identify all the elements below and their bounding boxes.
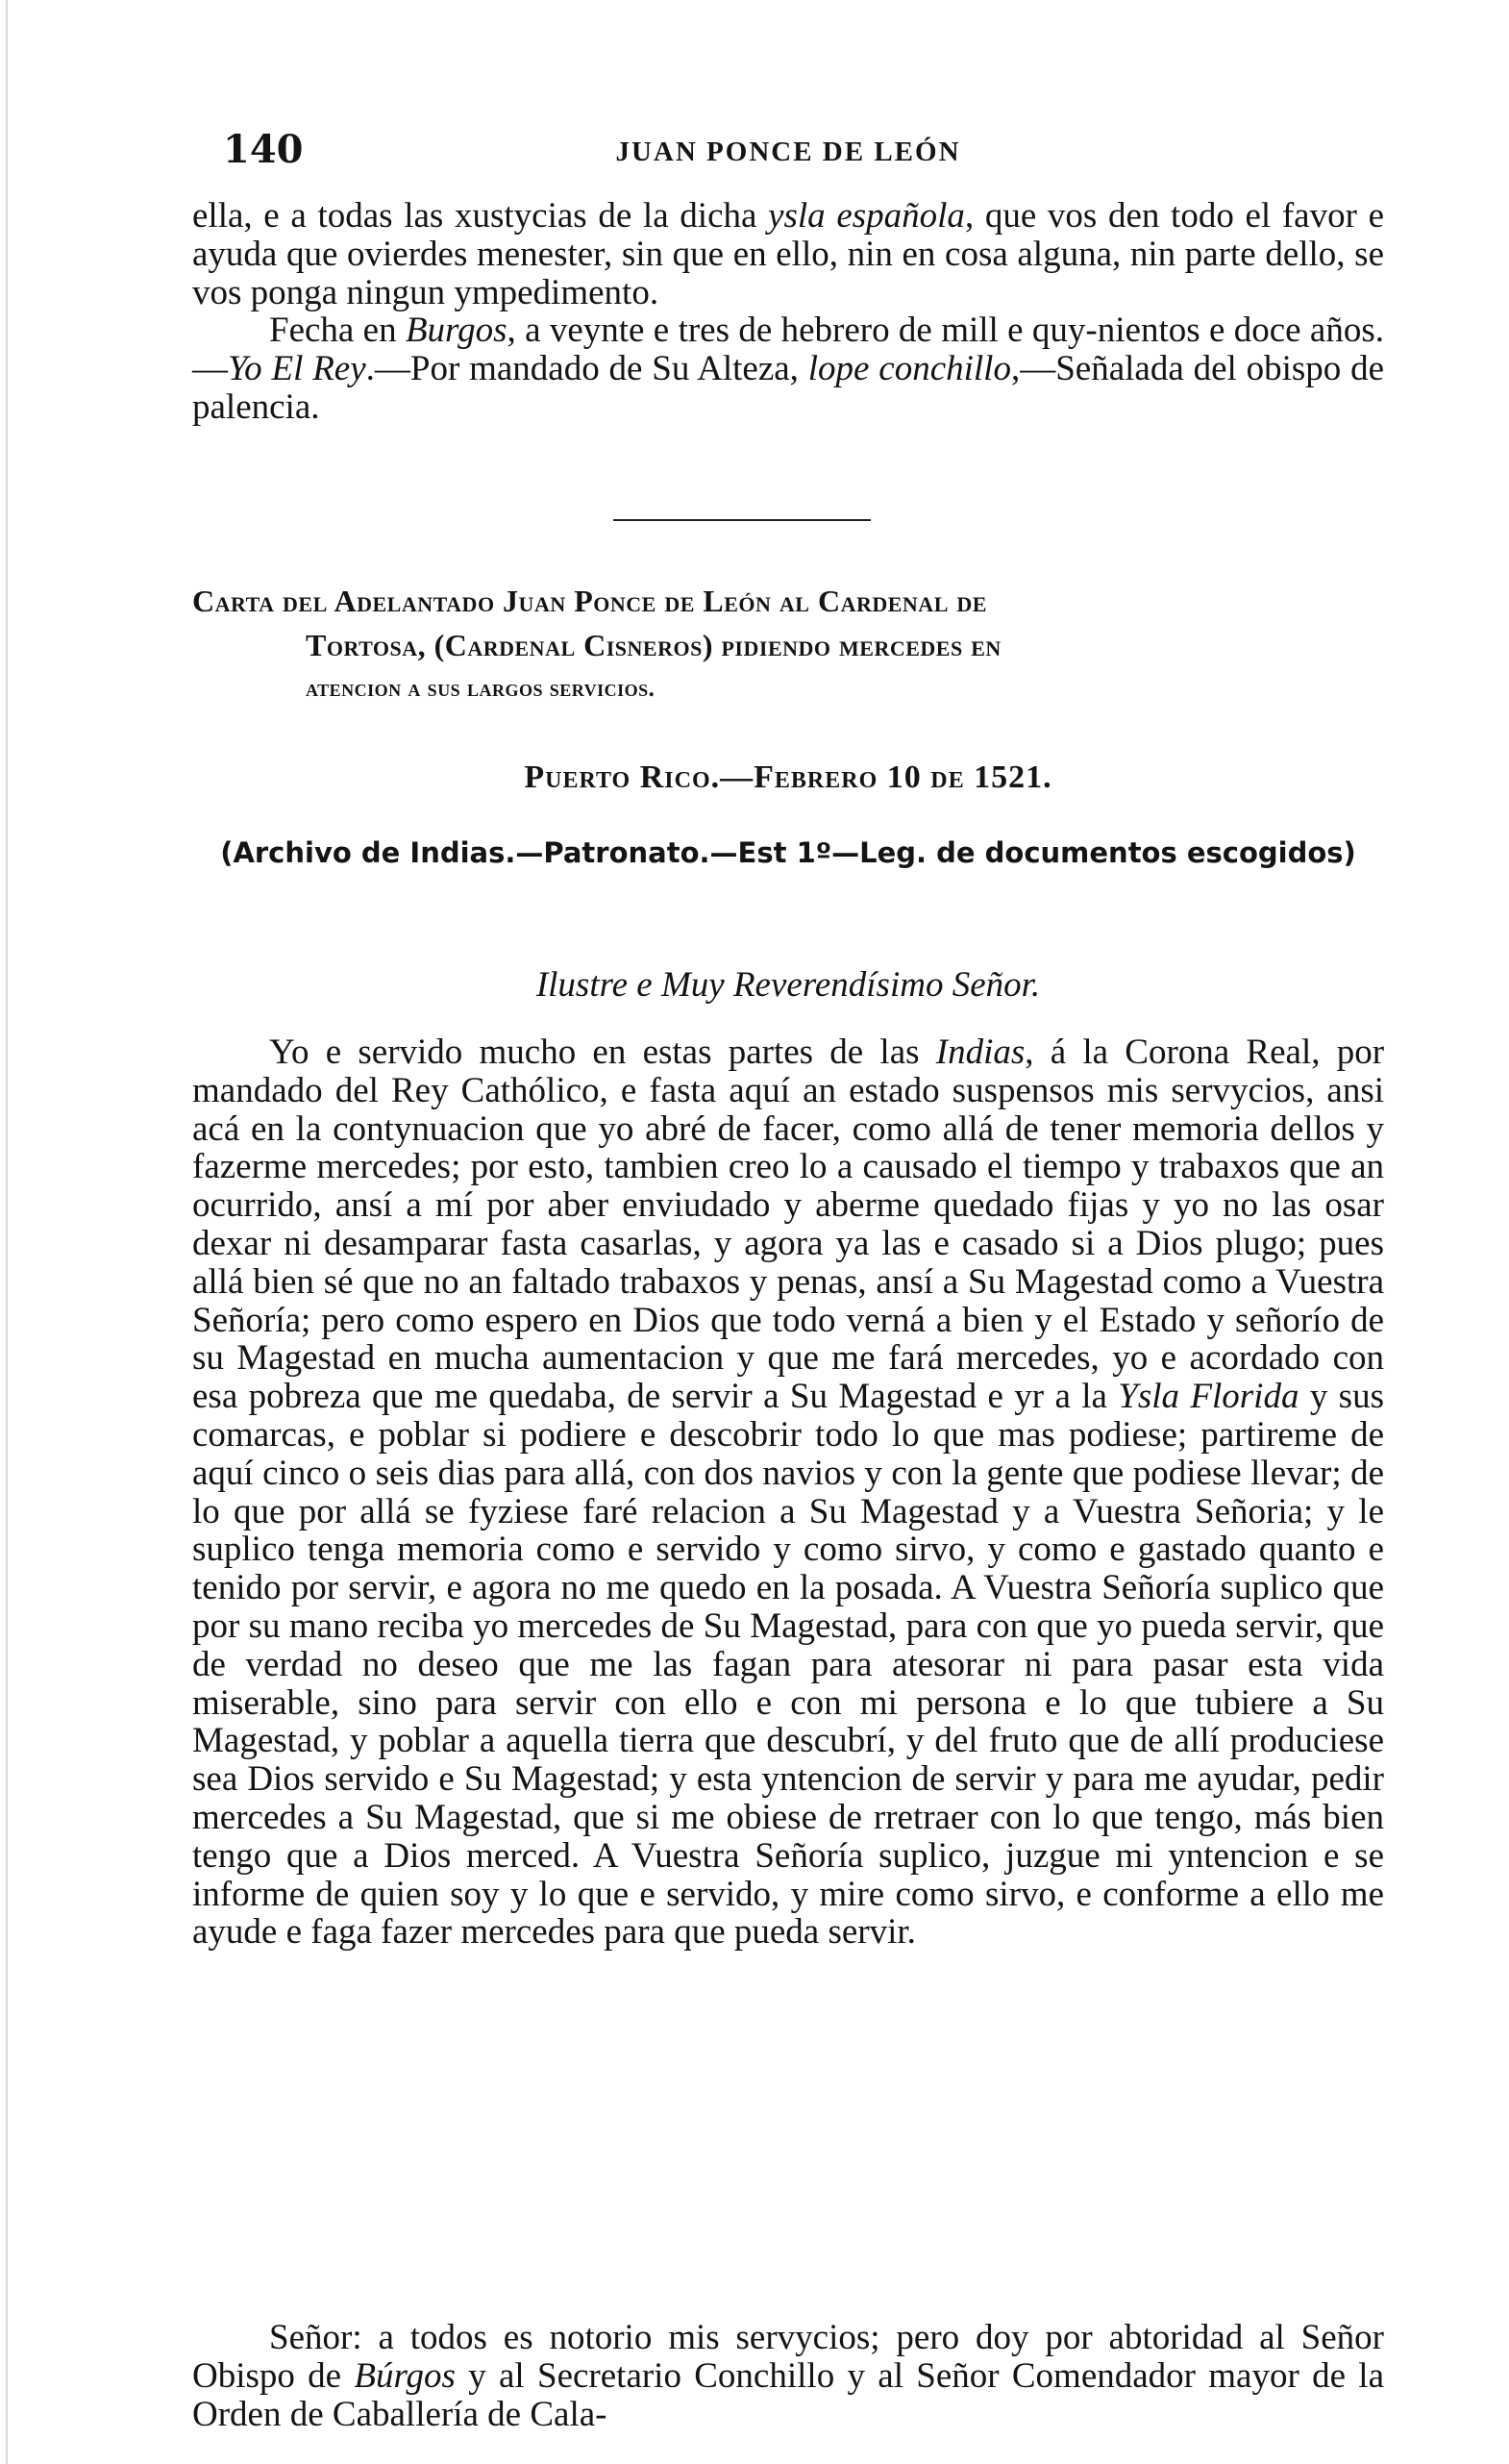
italic-name: lope conchillo [807, 348, 1011, 388]
section-divider [613, 519, 871, 521]
archive-source: (Archivo de Indias.—Patronato.—Est 1º—Leg. de documentos escogidos) [220, 836, 1356, 869]
letter-body-paragraph [192, 2319, 1384, 2433]
text-run: Yo e servido mucho en estas partes de las [269, 1033, 936, 1072]
text-run: , á la Corona Real, por mandado del Rey Cathólico, e fasta aquí an estado suspensos mis servycios, ansi acá en la contynuacion que yo abré de facer, como allá de tener memoria dellos y fazerme mercedes; por esto, tambien creo lo a causado el tiempo y trabaxos que an ocurrido, ansí a mí por aber enviudado y aberme quedado fijas y yo no las osar dexar ni desamparar fasta casarlas, y agora ya las e casado si a Dios plugo; pues allá bien sé que no an faltado trabaxos y penas, ansí a Su Magestad como a Vuestra Señoría; pero como espero en Dios que todo verná a bien y el Estado y señorío de su Magestad en mucha aumentacion y que me fará mercedes, yo e acordado con esa pobreza que me quedaba, de servir a Su Magestad e yr a la [192, 1033, 1385, 1417]
page-header [192, 127, 1384, 175]
text-run: .—Por mandado de Su Alteza, [365, 348, 808, 388]
heading-line-2: Tortosa, (Cardenal Cisneros) pidiendo mercedes en [306, 628, 1002, 662]
salutation: Ilustre e Muy Reverendísimo Señor. [535, 965, 1041, 1005]
text-run: ,—Señalada del obispo de palencia. [192, 348, 1384, 427]
italic-place-name: Burgos [405, 311, 507, 350]
italic-place-name: Ysla Florida [1118, 1377, 1299, 1417]
letter-body-paragraph [192, 1033, 1384, 1952]
heading-line-3: atencion a sus largos servicios. [306, 676, 656, 702]
text-run: y sus comarcas, e poblar si podiere e descobrir todo lo que mas podiese; partireme de aquí cinco o seis dias para allá, con dos navios y con la gente que podiese llevar; de lo que por allá se fyziese faré relacion a Su Magestad y a Vuestra Señoria; y le suplico tenga memoria como e servido y como sirvo, y como e gastado quanto e tenido por servir, e agora no me quedo en la posada. A Vuestra Señoría suplico que por su mano reciba yo mercedes de Su Magestad, para con que yo pueda servir, que de verdad no deseo que me las fagan para atesorar ni para pasar esta vida miserable, sino para servir con ello e con mi persona e lo que tubiere a Su Magestad, y poblar a aquella tierra que descubrí, y del fruto que de allí produciese sea Dios servido e Su Magestad; y esta yntencion de servir y para me ayudar, pedir mercedes a Su Magestad, que si me obiese de rretraer con lo que tengo, más bien tengo que a Dios merced. A Vuestra Señoría suplico, juzgue mi yntencion e se informe de quien soy y lo que e servido, y mire como sirvo, e conforme a ello me ayude e faga fazer mercedes para que pueda servir. [192, 1377, 1384, 1953]
text-run: y al Secretario Conchillo y al Señor Comendador mayor de la Orden de Caballería de Cala- [192, 2355, 1384, 2434]
italic-signature: Yo El Rey [228, 348, 366, 388]
dateline: Puerto Rico.—Febrero 10 de 1521. [524, 759, 1052, 795]
heading-line-1: Carta del Adelantado Juan Ponce de León al Cardenal de [192, 584, 987, 618]
text-run: ella, e a todas las xustycias de la dicha [192, 196, 769, 236]
italic-place-name: ysla española [768, 196, 965, 236]
text-run: Fecha en [269, 311, 406, 350]
document-heading [192, 579, 1384, 711]
text-run: , que vos den todo el favor e ayuda que ovierdes menester, sin que en ello, nin en cosa alguna, nin parte dello, se vos ponga ningun ympedimento. [192, 196, 1385, 312]
text-run: Señor: a todos es notorio mis servycios; pero doy por abtoridad al Señor Obispo de [192, 2318, 1384, 2396]
page-number: 140 [223, 127, 304, 172]
italic-place-name: Búrgos [354, 2355, 456, 2396]
page-edge-line [6, 0, 8, 2464]
text-run: , a veynte e tres de hebrero de mill e quy-nientos e doce años.— [192, 311, 1384, 388]
running-head: JUAN PONCE DE LEÓN [615, 137, 961, 167]
italic-place-name: Indias [935, 1033, 1026, 1072]
paragraph-date-signature [192, 311, 1384, 426]
paragraph-continuation [192, 197, 1384, 311]
